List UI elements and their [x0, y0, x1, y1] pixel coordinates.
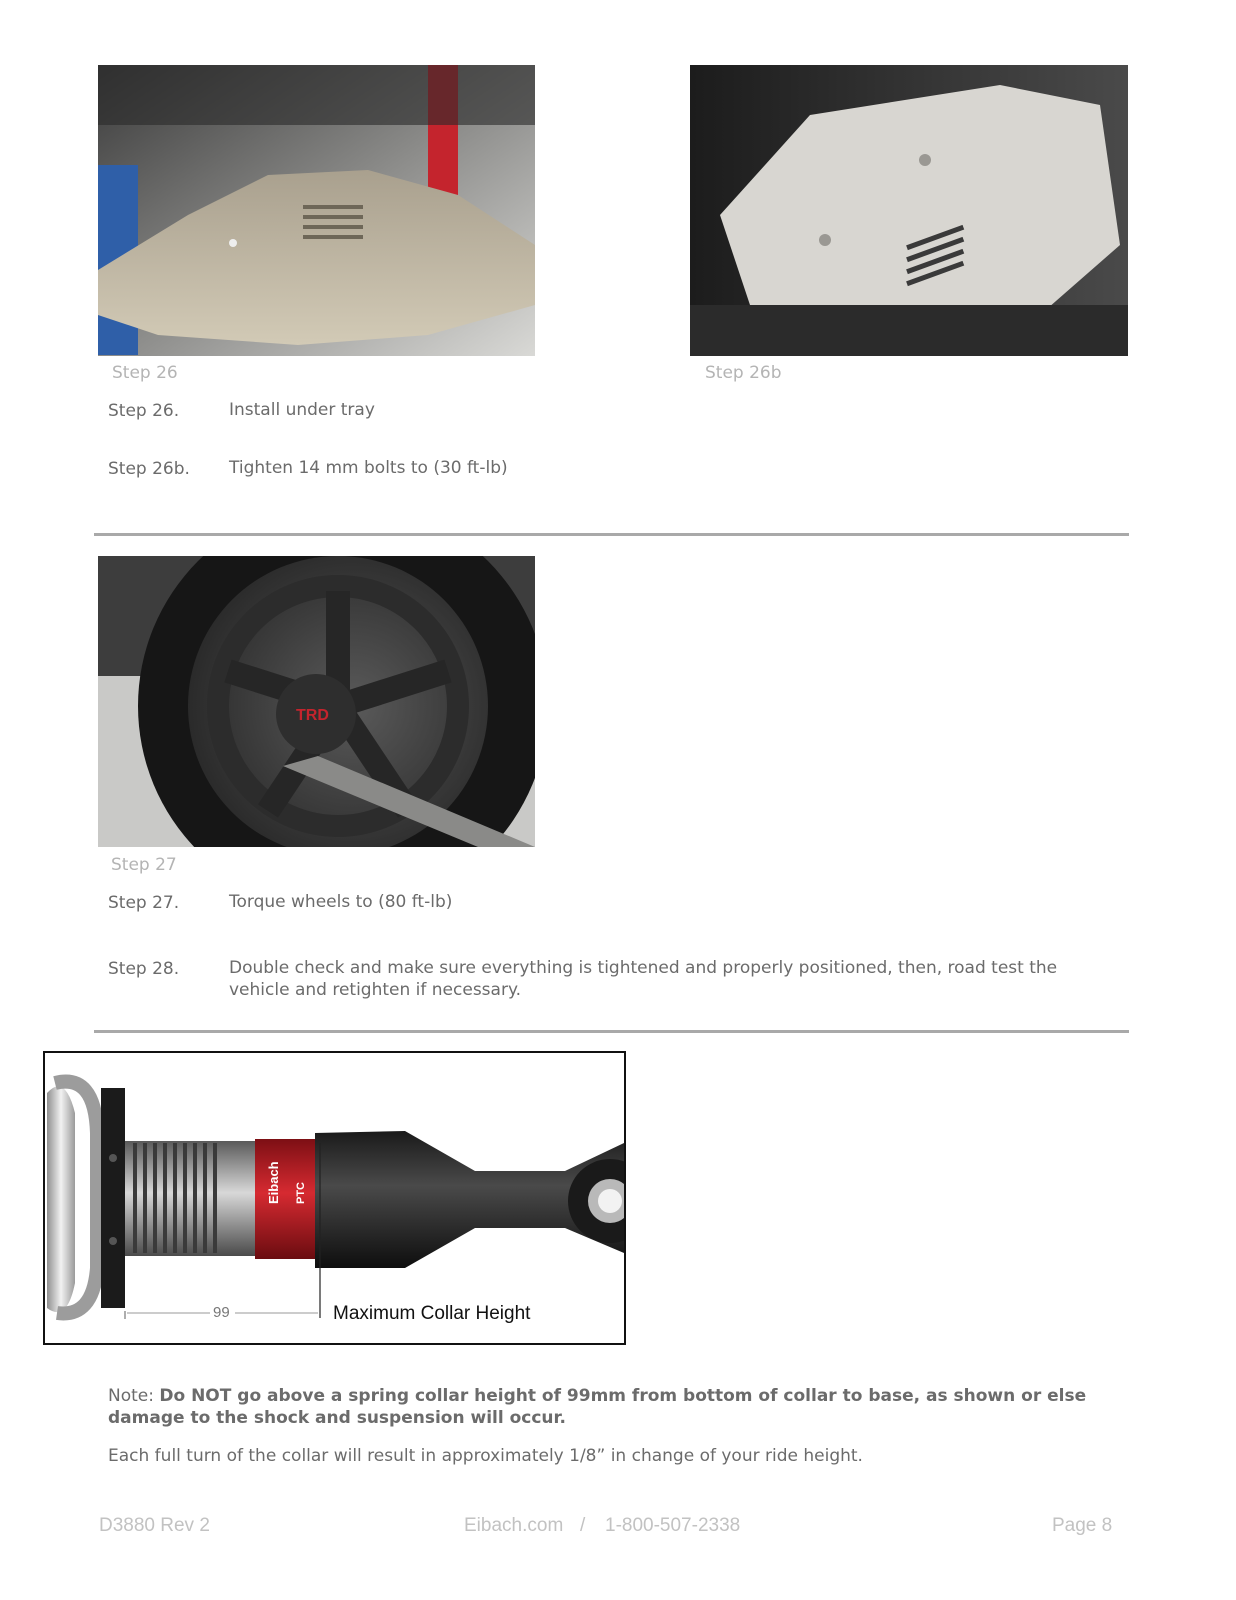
svg-text:TRD: TRD [296, 707, 329, 724]
footer-page-number: Page 8 [1052, 1515, 1113, 1536]
step-27-caption: Step 27 [111, 855, 177, 875]
ptc-logo-text: PTC [295, 1182, 307, 1204]
step-26b-number: Step 26b. [108, 459, 190, 479]
step-26-number: Step 26. [108, 401, 180, 421]
note-prefix: Note: [108, 1386, 160, 1406]
footer-separator: / [580, 1515, 586, 1536]
footer-phone: 1-800-507-2338 [605, 1515, 741, 1536]
step-27-number: Step 27. [108, 893, 180, 913]
ride-height-note: Each full turn of the collar will result in approximately 1/8” in change of your ride height. [108, 1446, 863, 1466]
collar-height-diagram [43, 1051, 626, 1345]
step-26-caption: Step 26 [112, 363, 178, 383]
section-divider [94, 533, 1129, 536]
step-26-photo [98, 65, 535, 356]
section-divider [94, 1030, 1129, 1033]
eibach-logo-text: Eibach [266, 1161, 281, 1204]
collar-dimension-value: 99 [213, 1304, 230, 1321]
max-collar-height-label: Maximum Collar Height [333, 1303, 531, 1324]
step-26b-photo [690, 65, 1128, 356]
step-26b-caption: Step 26b [705, 363, 782, 383]
step-26-text: Install under tray [229, 400, 375, 420]
step-27-photo [98, 556, 535, 847]
footer-website: Eibach.com [464, 1515, 564, 1536]
step-28-text: Double check and make sure everything is tightened and properly positioned, then, road test the vehicle and retighten if necessary. [229, 958, 1058, 1000]
step-26b-text: Tighten 14 mm bolts to (30 ft-lb) [229, 458, 508, 478]
step-28-number: Step 28. [108, 959, 180, 979]
step-27-text: Torque wheels to (80 ft-lb) [229, 892, 453, 912]
note-warning-text: Do NOT go above a spring collar height of 99mm from bottom of collar to base, as shown or else damage to the shock and suspension will occur. [108, 1386, 1087, 1428]
footer-document-id: D3880 Rev 2 [99, 1515, 210, 1536]
warning-note [108, 1385, 1108, 1429]
